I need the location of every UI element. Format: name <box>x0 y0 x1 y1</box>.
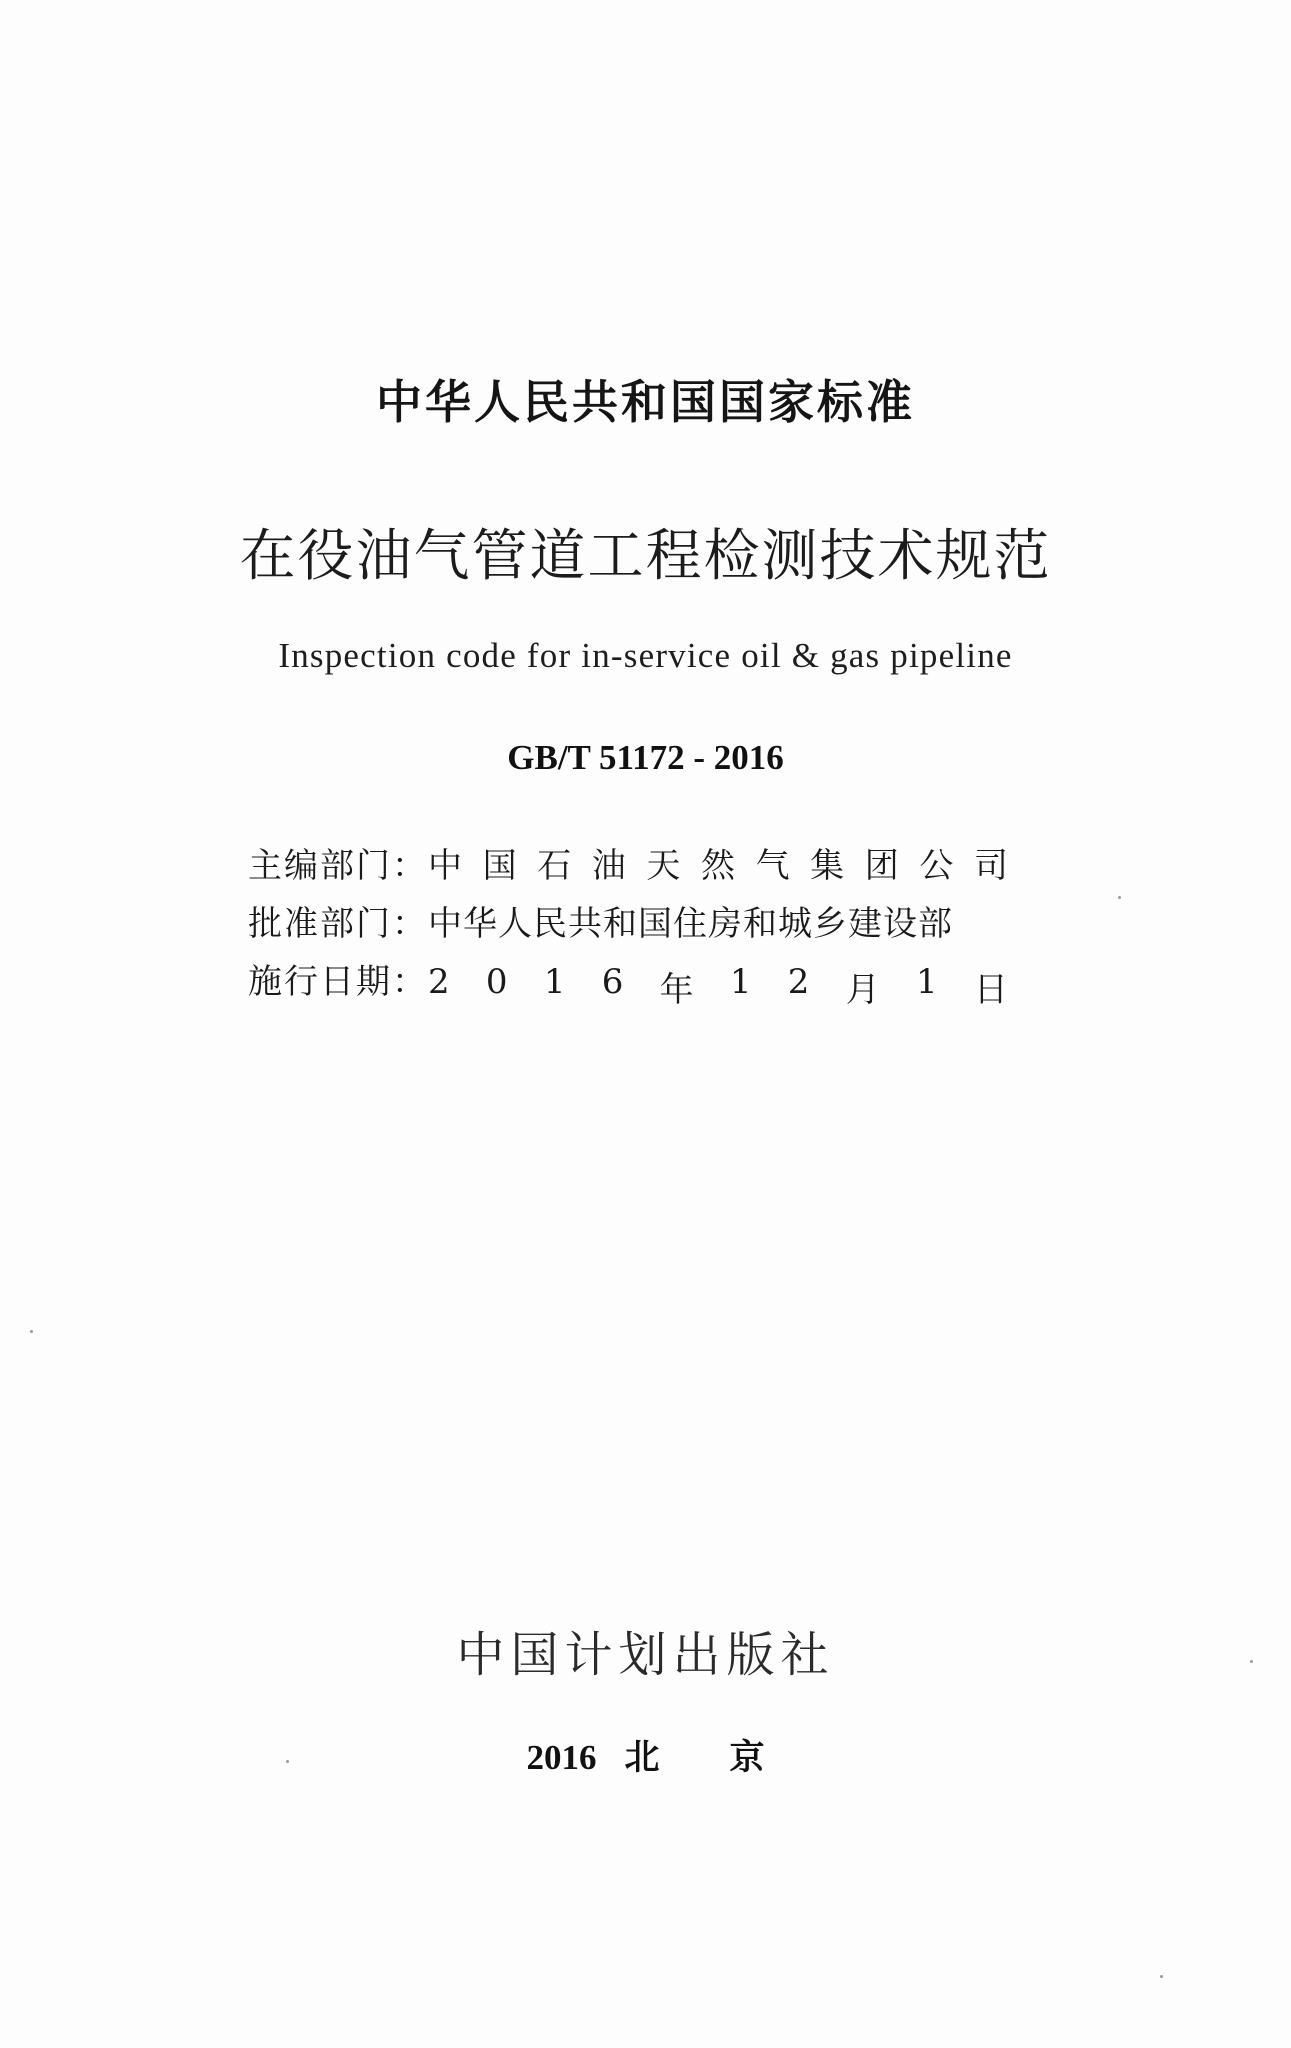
publisher-name: 中国计划出版社 <box>456 1627 835 1683</box>
editor-char: 油 <box>591 846 626 886</box>
imprint-year: 2016 <box>526 1738 597 1777</box>
date-char: 0 <box>485 962 508 1002</box>
date-char: 1 <box>543 962 566 1002</box>
editor-char: 中 <box>428 846 462 886</box>
date-char: 月 <box>845 970 880 1010</box>
imprint-city-first-char: 北 <box>624 1737 660 1778</box>
effective-date-label: 施行日期： <box>248 962 428 1002</box>
approver-department-value: 中华人民共和国住房和城乡建设部 <box>428 904 953 944</box>
editor-char: 气 <box>755 846 790 886</box>
editor-char: 团 <box>864 846 899 886</box>
editor-department-label: 主编部门： <box>248 846 428 886</box>
standard-title-chinese: 在役油气管道工程检测技术规范 <box>239 524 1052 589</box>
standard-series-heading: 中华人民共和国国家标准 <box>376 375 915 429</box>
imprint-city-second-char: 京 <box>729 1737 765 1778</box>
editor-department-value <box>428 838 1008 887</box>
date-char: 6 <box>601 962 624 1002</box>
editor-char: 天 <box>646 846 681 886</box>
editor-department-row <box>248 838 1008 896</box>
editor-char: 石 <box>537 846 572 886</box>
approver-department-label: 批准部门： <box>248 904 428 944</box>
scan-speck <box>1160 1975 1163 1978</box>
scan-speck <box>286 1760 289 1763</box>
standard-title-english: Inspection code for in-service oil & gas pipeline <box>278 636 1013 675</box>
editor-char: 集 <box>810 846 845 886</box>
date-char: 2 <box>787 962 810 1002</box>
date-char: 年 <box>659 970 694 1010</box>
effective-date-value <box>428 962 1008 1011</box>
scan-speck <box>1250 1660 1253 1663</box>
scan-speck <box>30 1330 33 1333</box>
standard-code: GB/T 51172 - 2016 <box>507 738 784 777</box>
editor-char: 国 <box>482 846 517 886</box>
date-char: 1 <box>915 962 938 1002</box>
date-char: 1 <box>729 962 752 1002</box>
effective-date-row <box>248 954 1008 1012</box>
approver-department-row <box>248 896 1008 954</box>
date-char: 2 <box>428 962 450 1002</box>
editor-char: 公 <box>919 846 954 886</box>
editor-char: 司 <box>973 846 1008 886</box>
editor-char: 然 <box>700 846 735 886</box>
scan-speck <box>1118 896 1121 899</box>
imprint-line <box>0 1730 1291 1780</box>
date-char: 日 <box>973 970 1008 1010</box>
